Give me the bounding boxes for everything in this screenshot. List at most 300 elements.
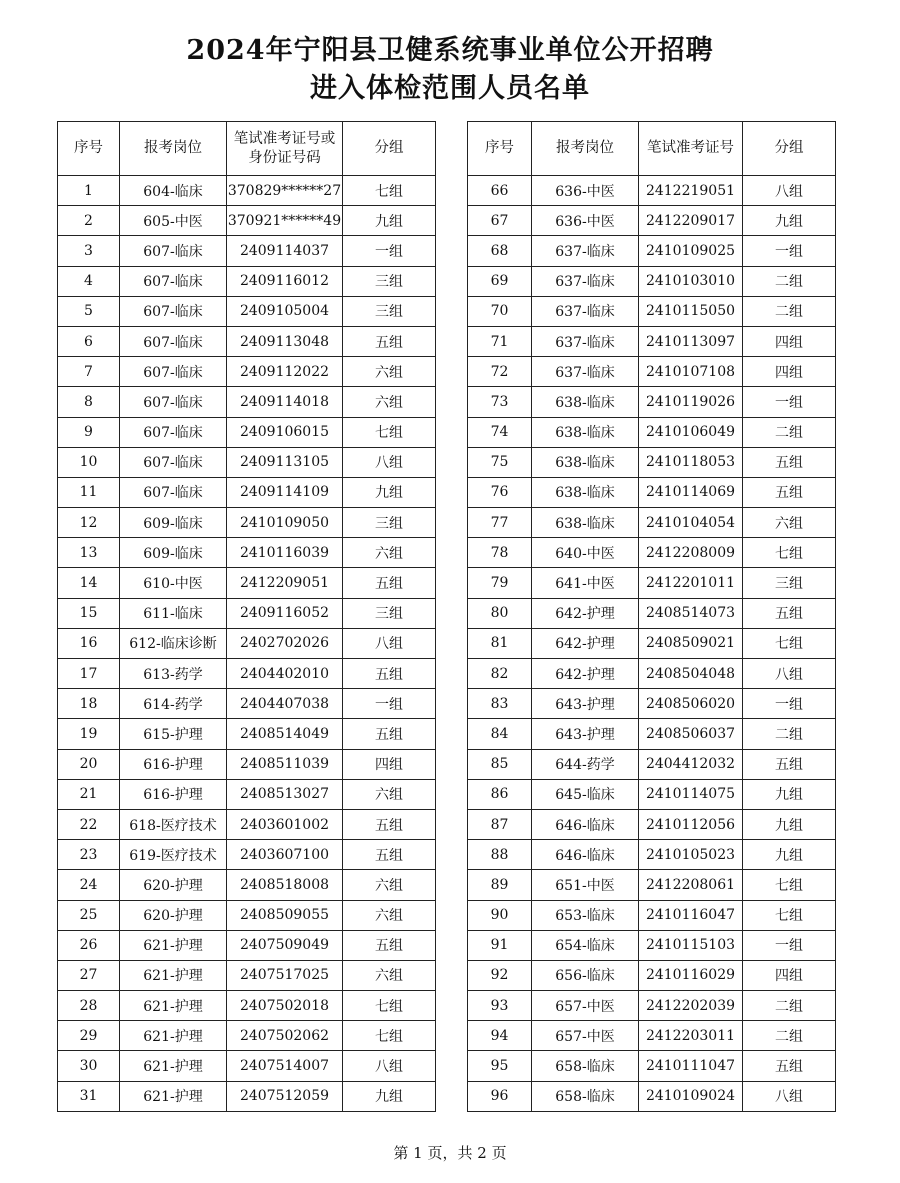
table-row — [58, 870, 436, 900]
cell-ticket: 2408506020 — [639, 689, 743, 719]
cell-position: 611-临床 — [120, 598, 227, 628]
table-row — [468, 779, 836, 809]
cell-position: 642-护理 — [532, 659, 639, 689]
cell-group: 六组 — [343, 779, 436, 809]
cell-position: 654-临床 — [532, 930, 639, 960]
cell-position: 607-临床 — [120, 266, 227, 296]
cell-position: 638-临床 — [532, 417, 639, 447]
cell-group: 六组 — [343, 387, 436, 417]
cell-position: 607-临床 — [120, 387, 227, 417]
cell-position: 614-药学 — [120, 689, 227, 719]
cell-group: 一组 — [743, 387, 836, 417]
table-row — [58, 809, 436, 839]
table-row — [58, 749, 436, 779]
cell-seq: 85 — [468, 749, 532, 779]
header-group: 分组 — [343, 122, 436, 176]
cell-position: 651-中医 — [532, 870, 639, 900]
cell-position: 637-临床 — [532, 266, 639, 296]
cell-seq: 81 — [468, 628, 532, 658]
cell-seq: 75 — [468, 447, 532, 477]
cell-group: 九组 — [343, 477, 436, 507]
table-row — [468, 357, 836, 387]
cell-position: 621-护理 — [120, 930, 227, 960]
table-row — [468, 1081, 836, 1111]
cell-position: 637-临床 — [532, 326, 639, 356]
cell-ticket: 2410115103 — [639, 930, 743, 960]
cell-position: 609-临床 — [120, 538, 227, 568]
cell-seq: 27 — [58, 960, 120, 990]
cell-ticket: 2410103010 — [639, 266, 743, 296]
table-row — [58, 719, 436, 749]
cell-ticket: 2412209051 — [227, 568, 343, 598]
cell-ticket: 2407509049 — [227, 930, 343, 960]
cell-seq: 96 — [468, 1081, 532, 1111]
table-row — [468, 326, 836, 356]
cell-seq: 76 — [468, 477, 532, 507]
cell-group: 二组 — [743, 719, 836, 749]
cell-group: 七组 — [343, 991, 436, 1021]
table-row — [468, 1051, 836, 1081]
table-row — [468, 1021, 836, 1051]
cell-ticket: 2409113048 — [227, 326, 343, 356]
cell-position: 657-中医 — [532, 1021, 639, 1051]
table-row — [58, 900, 436, 930]
roster-table-right — [467, 121, 836, 1112]
table-row — [468, 689, 836, 719]
cell-seq: 73 — [468, 387, 532, 417]
cell-ticket: 2408509021 — [639, 628, 743, 658]
cell-ticket: 370921******49 — [227, 206, 343, 236]
cell-ticket: 2410109050 — [227, 508, 343, 538]
cell-seq: 13 — [58, 538, 120, 568]
cell-seq: 68 — [468, 236, 532, 266]
cell-ticket: 2408506037 — [639, 719, 743, 749]
cell-position: 607-临床 — [120, 326, 227, 356]
cell-group: 二组 — [743, 417, 836, 447]
cell-group: 五组 — [343, 840, 436, 870]
roster-body-left — [58, 176, 436, 1112]
cell-group: 五组 — [343, 719, 436, 749]
cell-seq: 23 — [58, 840, 120, 870]
table-row — [58, 387, 436, 417]
cell-group: 四组 — [743, 357, 836, 387]
cell-position: 621-护理 — [120, 991, 227, 1021]
cell-group: 五组 — [743, 598, 836, 628]
cell-ticket: 2404412032 — [639, 749, 743, 779]
page-footer: 第 1 页，共 2 页 — [393, 1144, 507, 1162]
cell-position: 612-临床诊断 — [120, 628, 227, 658]
cell-group: 四组 — [743, 326, 836, 356]
table-row — [468, 960, 836, 990]
cell-position: 610-中医 — [120, 568, 227, 598]
cell-ticket: 370829******27 — [227, 176, 343, 206]
cell-position: 641-中医 — [532, 568, 639, 598]
roster-body-right — [468, 176, 836, 1112]
table-row — [58, 659, 436, 689]
table-row — [58, 357, 436, 387]
cell-seq: 90 — [468, 900, 532, 930]
cell-seq: 86 — [468, 779, 532, 809]
cell-group: 四组 — [343, 749, 436, 779]
table-row — [58, 447, 436, 477]
cell-group: 八组 — [343, 1051, 436, 1081]
cell-ticket: 2407517025 — [227, 960, 343, 990]
cell-group: 六组 — [343, 900, 436, 930]
cell-group: 九组 — [743, 779, 836, 809]
title-line-2: 进入体检范围人员名单 — [310, 73, 590, 104]
cell-position: 638-临床 — [532, 387, 639, 417]
cell-position: 618-医疗技术 — [120, 809, 227, 839]
cell-seq: 82 — [468, 659, 532, 689]
cell-position: 607-临床 — [120, 357, 227, 387]
table-row — [58, 1051, 436, 1081]
cell-ticket: 2404407038 — [227, 689, 343, 719]
header-group: 分组 — [743, 122, 836, 176]
header-ticket-line-2: 身份证号码 — [248, 149, 321, 166]
cell-ticket: 2409116052 — [227, 598, 343, 628]
cell-position: 642-护理 — [532, 598, 639, 628]
table-row — [468, 628, 836, 658]
header-ticket — [227, 122, 343, 176]
cell-group: 八组 — [343, 447, 436, 477]
cell-position: 643-护理 — [532, 689, 639, 719]
cell-ticket: 2410104054 — [639, 508, 743, 538]
cell-group: 五组 — [343, 326, 436, 356]
cell-ticket: 2409112022 — [227, 357, 343, 387]
cell-group: 五组 — [743, 1051, 836, 1081]
cell-position: 658-临床 — [532, 1051, 639, 1081]
cell-ticket: 2410119026 — [639, 387, 743, 417]
table-row — [468, 809, 836, 839]
cell-ticket: 2410116047 — [639, 900, 743, 930]
table-row — [58, 417, 436, 447]
cell-seq: 18 — [58, 689, 120, 719]
cell-group: 八组 — [743, 659, 836, 689]
cell-ticket: 2408504048 — [639, 659, 743, 689]
table-row — [468, 447, 836, 477]
cell-ticket: 2403607100 — [227, 840, 343, 870]
table-row — [468, 719, 836, 749]
cell-position: 644-药学 — [532, 749, 639, 779]
cell-seq: 71 — [468, 326, 532, 356]
cell-ticket: 2412201011 — [639, 568, 743, 598]
cell-ticket: 2402702026 — [227, 628, 343, 658]
table-row — [468, 206, 836, 236]
table-row — [58, 206, 436, 236]
cell-ticket: 2409114109 — [227, 477, 343, 507]
document-title — [0, 32, 900, 108]
cell-group: 六组 — [343, 357, 436, 387]
cell-position: 640-中医 — [532, 538, 639, 568]
cell-group: 七组 — [743, 900, 836, 930]
cell-group: 二组 — [743, 266, 836, 296]
cell-position: 637-临床 — [532, 357, 639, 387]
table-row — [468, 508, 836, 538]
table-header-row — [58, 122, 436, 176]
header-position: 报考岗位 — [532, 122, 639, 176]
roster-table-left — [57, 121, 436, 1112]
cell-group: 七组 — [743, 538, 836, 568]
cell-seq: 74 — [468, 417, 532, 447]
cell-group: 九组 — [343, 1081, 436, 1111]
cell-ticket: 2410106049 — [639, 417, 743, 447]
cell-position: 653-临床 — [532, 900, 639, 930]
cell-position: 609-临床 — [120, 508, 227, 538]
cell-position: 657-中医 — [532, 991, 639, 1021]
header-ticket-line-1: 笔试准考证号或 — [233, 130, 336, 147]
table-row — [58, 538, 436, 568]
cell-position: 636-中医 — [532, 176, 639, 206]
cell-ticket: 2410109024 — [639, 1081, 743, 1111]
cell-seq: 2 — [58, 206, 120, 236]
cell-position: 619-医疗技术 — [120, 840, 227, 870]
cell-ticket: 2412203011 — [639, 1021, 743, 1051]
cell-group: 六组 — [343, 960, 436, 990]
cell-seq: 10 — [58, 447, 120, 477]
cell-position: 604-临床 — [120, 176, 227, 206]
cell-group: 五组 — [343, 930, 436, 960]
table-row — [58, 779, 436, 809]
cell-seq: 29 — [58, 1021, 120, 1051]
cell-group: 五组 — [743, 749, 836, 779]
cell-seq: 78 — [468, 538, 532, 568]
table-row — [58, 689, 436, 719]
table-row — [58, 296, 436, 326]
cell-position: 638-临床 — [532, 477, 639, 507]
cell-seq: 87 — [468, 809, 532, 839]
cell-group: 九组 — [743, 840, 836, 870]
cell-position: 605-中医 — [120, 206, 227, 236]
cell-ticket: 2408514049 — [227, 719, 343, 749]
cell-group: 九组 — [743, 206, 836, 236]
cell-group: 一组 — [343, 236, 436, 266]
cell-group: 七组 — [343, 1021, 436, 1051]
table-row — [58, 598, 436, 628]
cell-position: 621-护理 — [120, 1081, 227, 1111]
cell-group: 六组 — [343, 870, 436, 900]
table-row — [468, 387, 836, 417]
cell-position: 643-护理 — [532, 719, 639, 749]
cell-seq: 12 — [58, 508, 120, 538]
cell-seq: 79 — [468, 568, 532, 598]
cell-seq: 91 — [468, 930, 532, 960]
cell-position: 621-护理 — [120, 960, 227, 990]
cell-seq: 24 — [58, 870, 120, 900]
cell-group: 九组 — [343, 206, 436, 236]
cell-group: 三组 — [743, 568, 836, 598]
table-row — [468, 417, 836, 447]
cell-ticket: 2410109025 — [639, 236, 743, 266]
cell-ticket: 2409114018 — [227, 387, 343, 417]
table-row — [58, 326, 436, 356]
cell-seq: 88 — [468, 840, 532, 870]
cell-ticket: 2410105023 — [639, 840, 743, 870]
cell-group: 二组 — [743, 1021, 836, 1051]
table-row — [58, 266, 436, 296]
cell-group: 六组 — [743, 508, 836, 538]
cell-ticket: 2410114069 — [639, 477, 743, 507]
table-row — [468, 598, 836, 628]
cell-group: 一组 — [743, 236, 836, 266]
cell-group: 九组 — [743, 809, 836, 839]
cell-seq: 30 — [58, 1051, 120, 1081]
cell-seq: 31 — [58, 1081, 120, 1111]
table-row — [468, 266, 836, 296]
cell-ticket: 2409114037 — [227, 236, 343, 266]
cell-seq: 70 — [468, 296, 532, 326]
cell-ticket: 2412208061 — [639, 870, 743, 900]
cell-seq: 84 — [468, 719, 532, 749]
cell-position: 607-临床 — [120, 236, 227, 266]
cell-group: 八组 — [743, 1081, 836, 1111]
cell-ticket: 2409113105 — [227, 447, 343, 477]
header-ticket: 笔试准考证号 — [639, 122, 743, 176]
table-row — [58, 930, 436, 960]
cell-ticket: 2410115050 — [639, 296, 743, 326]
cell-seq: 19 — [58, 719, 120, 749]
cell-seq: 11 — [58, 477, 120, 507]
cell-seq: 94 — [468, 1021, 532, 1051]
cell-group: 八组 — [743, 176, 836, 206]
cell-ticket: 2408513027 — [227, 779, 343, 809]
cell-ticket: 2412208009 — [639, 538, 743, 568]
cell-seq: 3 — [58, 236, 120, 266]
cell-group: 七组 — [343, 176, 436, 206]
cell-position: 621-护理 — [120, 1021, 227, 1051]
table-row — [58, 840, 436, 870]
cell-ticket: 2410116029 — [639, 960, 743, 990]
cell-position: 607-临床 — [120, 447, 227, 477]
cell-group: 八组 — [343, 628, 436, 658]
cell-position: 616-护理 — [120, 779, 227, 809]
cell-ticket: 2410114075 — [639, 779, 743, 809]
cell-seq: 8 — [58, 387, 120, 417]
cell-ticket: 2410116039 — [227, 538, 343, 568]
table-row — [58, 991, 436, 1021]
cell-position: 613-药学 — [120, 659, 227, 689]
cell-ticket: 2412209017 — [639, 206, 743, 236]
cell-group: 五组 — [743, 477, 836, 507]
header-seq: 序号 — [468, 122, 532, 176]
cell-position: 658-临床 — [532, 1081, 639, 1111]
cell-seq: 1 — [58, 176, 120, 206]
cell-group: 五组 — [343, 809, 436, 839]
cell-seq: 6 — [58, 326, 120, 356]
cell-group: 三组 — [343, 266, 436, 296]
cell-ticket: 2407512059 — [227, 1081, 343, 1111]
cell-seq: 20 — [58, 749, 120, 779]
cell-seq: 80 — [468, 598, 532, 628]
table-row — [58, 236, 436, 266]
cell-ticket: 2408514073 — [639, 598, 743, 628]
cell-group: 七组 — [343, 417, 436, 447]
cell-position: 638-临床 — [532, 447, 639, 477]
cell-seq: 22 — [58, 809, 120, 839]
cell-ticket: 2408511039 — [227, 749, 343, 779]
cell-position: 621-护理 — [120, 1051, 227, 1081]
cell-group: 四组 — [743, 960, 836, 990]
cell-ticket: 2404402010 — [227, 659, 343, 689]
cell-seq: 26 — [58, 930, 120, 960]
cell-ticket: 2410118053 — [639, 447, 743, 477]
table-row — [58, 176, 436, 206]
cell-group: 五组 — [743, 447, 836, 477]
cell-position: 646-临床 — [532, 809, 639, 839]
cell-seq: 83 — [468, 689, 532, 719]
cell-seq: 95 — [468, 1051, 532, 1081]
table-row — [468, 568, 836, 598]
cell-seq: 69 — [468, 266, 532, 296]
cell-group: 七组 — [743, 628, 836, 658]
cell-position: 607-临床 — [120, 417, 227, 447]
cell-seq: 67 — [468, 206, 532, 236]
cell-ticket: 2408509055 — [227, 900, 343, 930]
cell-seq: 77 — [468, 508, 532, 538]
cell-seq: 92 — [468, 960, 532, 990]
table-row — [468, 870, 836, 900]
cell-seq: 93 — [468, 991, 532, 1021]
cell-position: 620-护理 — [120, 870, 227, 900]
cell-group: 一组 — [343, 689, 436, 719]
cell-position: 638-临床 — [532, 508, 639, 538]
table-row — [58, 508, 436, 538]
cell-group: 三组 — [343, 598, 436, 628]
table-row — [468, 840, 836, 870]
cell-position: 636-中医 — [532, 206, 639, 236]
table-row — [58, 960, 436, 990]
cell-group: 二组 — [743, 991, 836, 1021]
cell-ticket: 2412219051 — [639, 176, 743, 206]
cell-position: 637-临床 — [532, 296, 639, 326]
cell-ticket: 2410107108 — [639, 357, 743, 387]
cell-seq: 5 — [58, 296, 120, 326]
cell-group: 五组 — [343, 659, 436, 689]
cell-seq: 25 — [58, 900, 120, 930]
cell-group: 五组 — [343, 568, 436, 598]
cell-group: 二组 — [743, 296, 836, 326]
cell-group: 六组 — [343, 538, 436, 568]
cell-seq: 16 — [58, 628, 120, 658]
cell-position: 646-临床 — [532, 840, 639, 870]
header-position: 报考岗位 — [120, 122, 227, 176]
cell-seq: 14 — [58, 568, 120, 598]
table-row — [58, 568, 436, 598]
cell-position: 607-临床 — [120, 477, 227, 507]
cell-position: 620-护理 — [120, 900, 227, 930]
cell-position: 642-护理 — [532, 628, 639, 658]
table-row — [468, 749, 836, 779]
cell-seq: 66 — [468, 176, 532, 206]
cell-seq: 28 — [58, 991, 120, 1021]
table-row — [58, 1081, 436, 1111]
cell-position: 656-临床 — [532, 960, 639, 990]
cell-seq: 9 — [58, 417, 120, 447]
cell-position: 637-临床 — [532, 236, 639, 266]
cell-ticket: 2407514007 — [227, 1051, 343, 1081]
cell-position: 615-护理 — [120, 719, 227, 749]
table-row — [468, 176, 836, 206]
table-row — [468, 991, 836, 1021]
cell-ticket: 2409105004 — [227, 296, 343, 326]
cell-group: 三组 — [343, 508, 436, 538]
cell-ticket: 2403601002 — [227, 809, 343, 839]
table-row — [468, 296, 836, 326]
table-row — [58, 477, 436, 507]
cell-group: 一组 — [743, 689, 836, 719]
table-row — [468, 538, 836, 568]
cell-seq: 17 — [58, 659, 120, 689]
cell-seq: 89 — [468, 870, 532, 900]
